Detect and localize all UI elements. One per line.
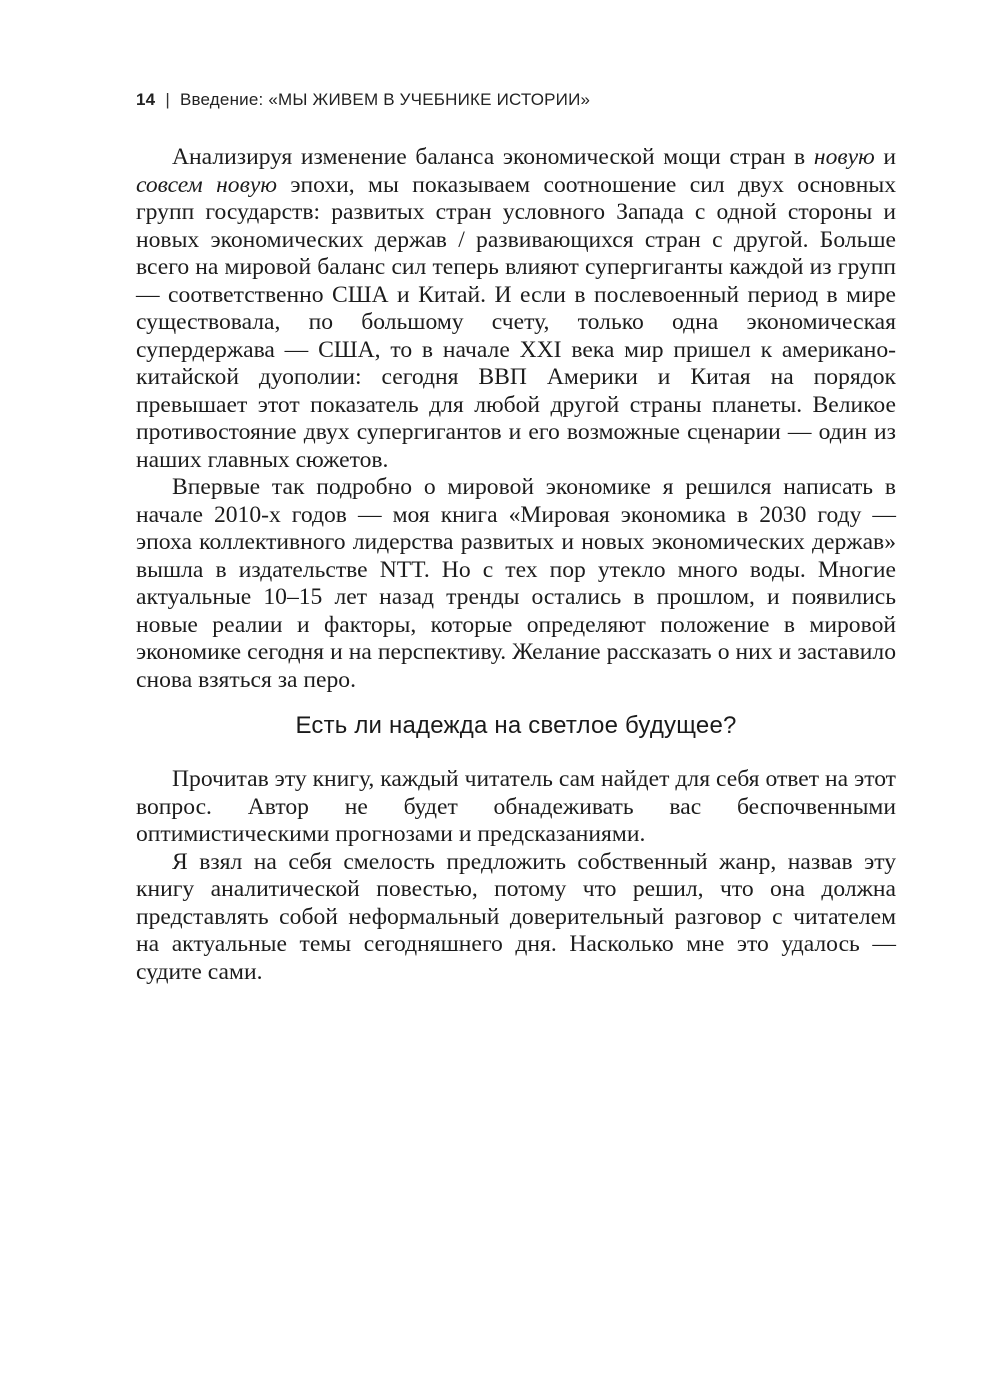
running-header [136, 90, 590, 110]
paragraph: Впервые так подробно о мировой экономике я решился написать в начале 2010-х годов — моя книга «Мировая экономика в 2030 году — эпоха коллективного лидерства развитых и новых экономических держав» вышла в издательстве NTT. Но с тех пор утекло много воды. Многие актуальные 10–15 лет назад тренды остались в прошлом, и появились новые реалии и факторы, которые определяют положение в мировой экономике сегодня и на перспективу. Желание рассказать о них и заставило снова взяться за перо. [136, 474, 896, 693]
paragraph-text: Анализируя изменение баланса экономической мощи стран в [172, 144, 814, 170]
header-separator: | [165, 90, 170, 109]
italic-term: совсем новую [136, 171, 277, 198]
paragraph [136, 144, 896, 474]
chapter-title: Введение: «МЫ ЖИВЕМ В УЧЕБНИКЕ ИСТОРИИ» [179, 90, 591, 109]
italic-term: новую [813, 144, 875, 170]
paragraph: Я взял на себя смелость предложить собственный жанр, назвав эту книгу аналитической повестью, потому что решил, что она должна представлять собой неформальный доверительный разговор с читателем на актуальные темы сегодняшнего дня. Насколько мне это удалось — судите сами. [136, 848, 896, 985]
paragraph-text: эпохи, мы показываем соотношение сил двух основных групп государств: развитых стран условного Запада с одной стороны и новых экономических держав / развивающихся стран с другой. Больше всего на мировой баланс сил теперь влияют супергиганты каждой из групп — соответственно США и Китай. И если в послевоенный период в мире существовала, по большому счету, только одна экономическая супердержава — США, то в начале XXI века мир пришел к американо-китайской дуополии: сегодня ВВП Америки и Китая на порядок превышает этот показатель для любой другой страны планеты. Великое противостояние двух супергигантов и его возможные сценарии — один из наших главных сюжетов. [136, 171, 896, 473]
page-number: 14 [136, 90, 156, 109]
paragraph-text: и [874, 144, 896, 170]
paragraph: Прочитав эту книгу, каждый читатель сам найдет для себя ответ на этот вопрос. Автор не будет обнадеживать вас беспочвенными оптимистическими прогнозами и предсказаниями. [136, 766, 896, 847]
section-text-block [136, 766, 896, 986]
section-heading: Есть ли надежда на светлое будущее? [295, 712, 737, 739]
intro-text-block [136, 144, 896, 694]
